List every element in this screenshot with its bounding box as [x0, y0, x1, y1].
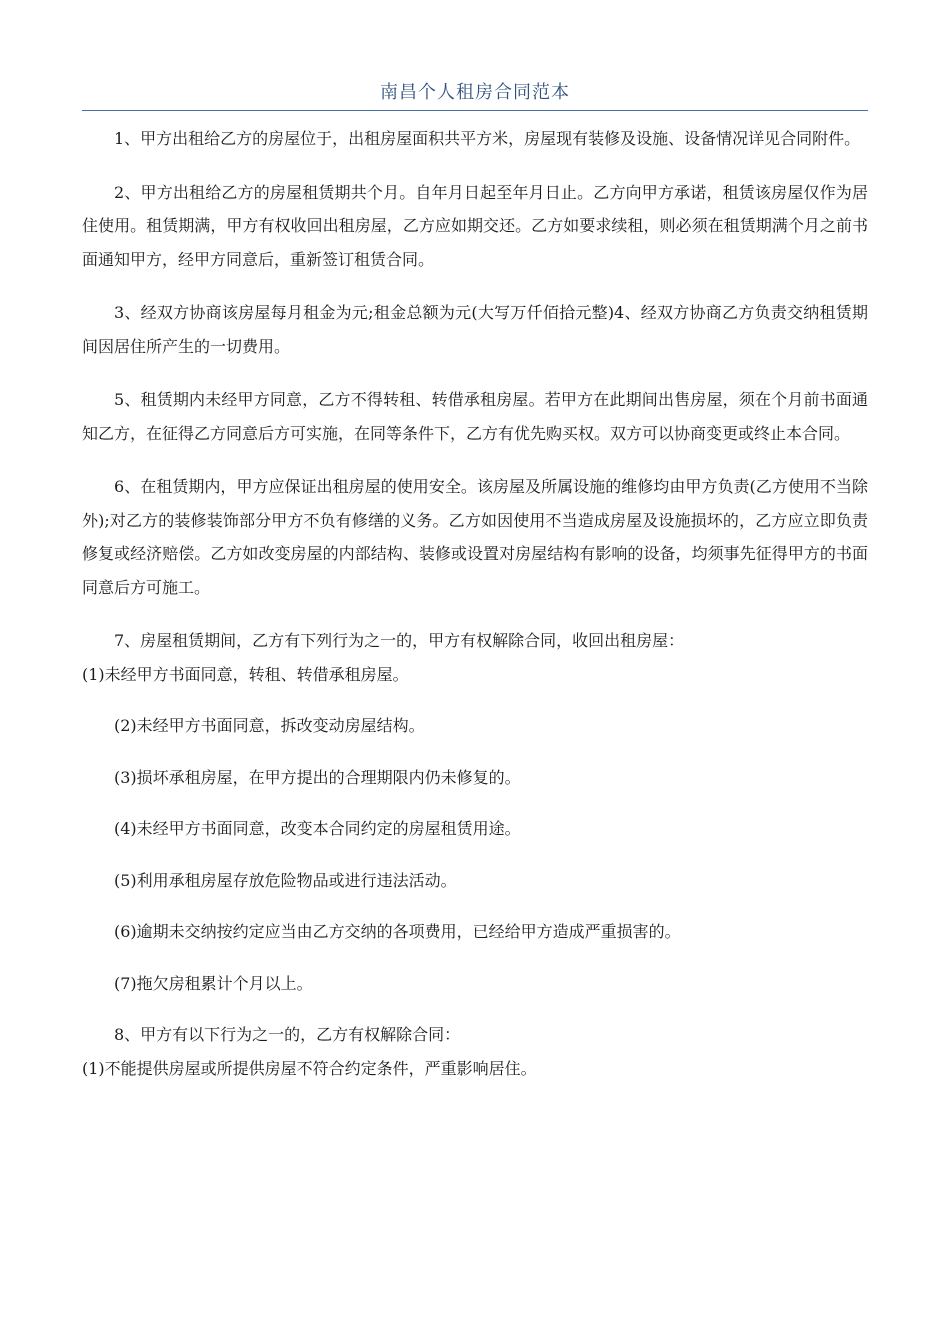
document-body [82, 122, 868, 1105]
clause-6: 6、在租赁期内，甲方应保证出租房屋的使用安全。该房屋及所属设施的维修均由甲方负责(乙方使用不当除外);对乙方的装修装饰部分甲方不负有修缮的义务。乙方如因使用不当造成房屋及设施损坏的，乙方应立即负责修复或经济赔偿。乙方如改变房屋的内部结构、装修或设置对房屋结构有影响的设备，均须事先征得甲方的书面同意后方可施工。 [82, 477, 868, 597]
page-header [82, 80, 868, 111]
clause-8-item-1: (1)不能提供房屋或所提供房屋不符合约定条件，严重影响居住。 [82, 1058, 537, 1078]
clause-7-item-2: (2)未经甲方书面同意，拆改变动房屋结构。 [114, 716, 425, 735]
clause-8: 8、甲方有以下行为之一的，乙方有权解除合同： [114, 1025, 461, 1044]
clause-3-4: 3、经双方协商该房屋每月租金为元;租金总额为元(大写万仟佰拾元整)4、经双方协商乙方负责交纳租赁期间因居住所产生的一切费用。 [82, 303, 868, 356]
clause-7-item-7: (7)拖欠房租累计个月以上。 [114, 973, 313, 993]
clause-7-item-4: (4)未经甲方书面同意，改变本合同约定的房屋租赁用途。 [114, 819, 521, 838]
clause-7-item-6: (6)逾期未交纳按约定应当由乙方交纳的各项费用，已经给甲方造成严重损害的。 [114, 922, 681, 941]
clause-1: 1、甲方出租给乙方的房屋位于，出租房屋面积共平方米，房屋现有装修及设施、设备情况详见合同附件。 [114, 129, 861, 148]
clause-7-item-1: (1)未经甲方书面同意，转租、转借承租房屋。 [82, 664, 409, 684]
clause-2: 2、甲方出租给乙方的房屋租赁期共个月。自年月日起至年月日止。乙方向甲方承诺，租赁该房屋仅作为居住使用。租赁期满，甲方有权收回出租房屋，乙方应如期交还。乙方如要求续租，则必须在租赁期满个月之前书面通知甲方，经甲方同意后，重新签订租赁合同。 [82, 182, 868, 269]
document-title: 南昌个人租房合同范本 [380, 82, 570, 103]
clause-7: 7、房屋租赁期间，乙方有下列行为之一的，甲方有权解除合同，收回出租房屋： [114, 631, 685, 650]
clause-7-item-5: (5)利用承租房屋存放危险物品或进行违法活动。 [114, 870, 457, 890]
clause-7-item-3: (3)损坏承租房屋，在甲方提出的合理期限内仍未修复的。 [114, 767, 521, 787]
clause-5: 5、租赁期内未经甲方同意，乙方不得转租、转借承租房屋。若甲方在此期间出售房屋，须在个月前书面通知乙方，在征得乙方同意后方可实施，在同等条件下，乙方有优先购买权。双方可以协商变更或终止本合同。 [82, 390, 868, 443]
